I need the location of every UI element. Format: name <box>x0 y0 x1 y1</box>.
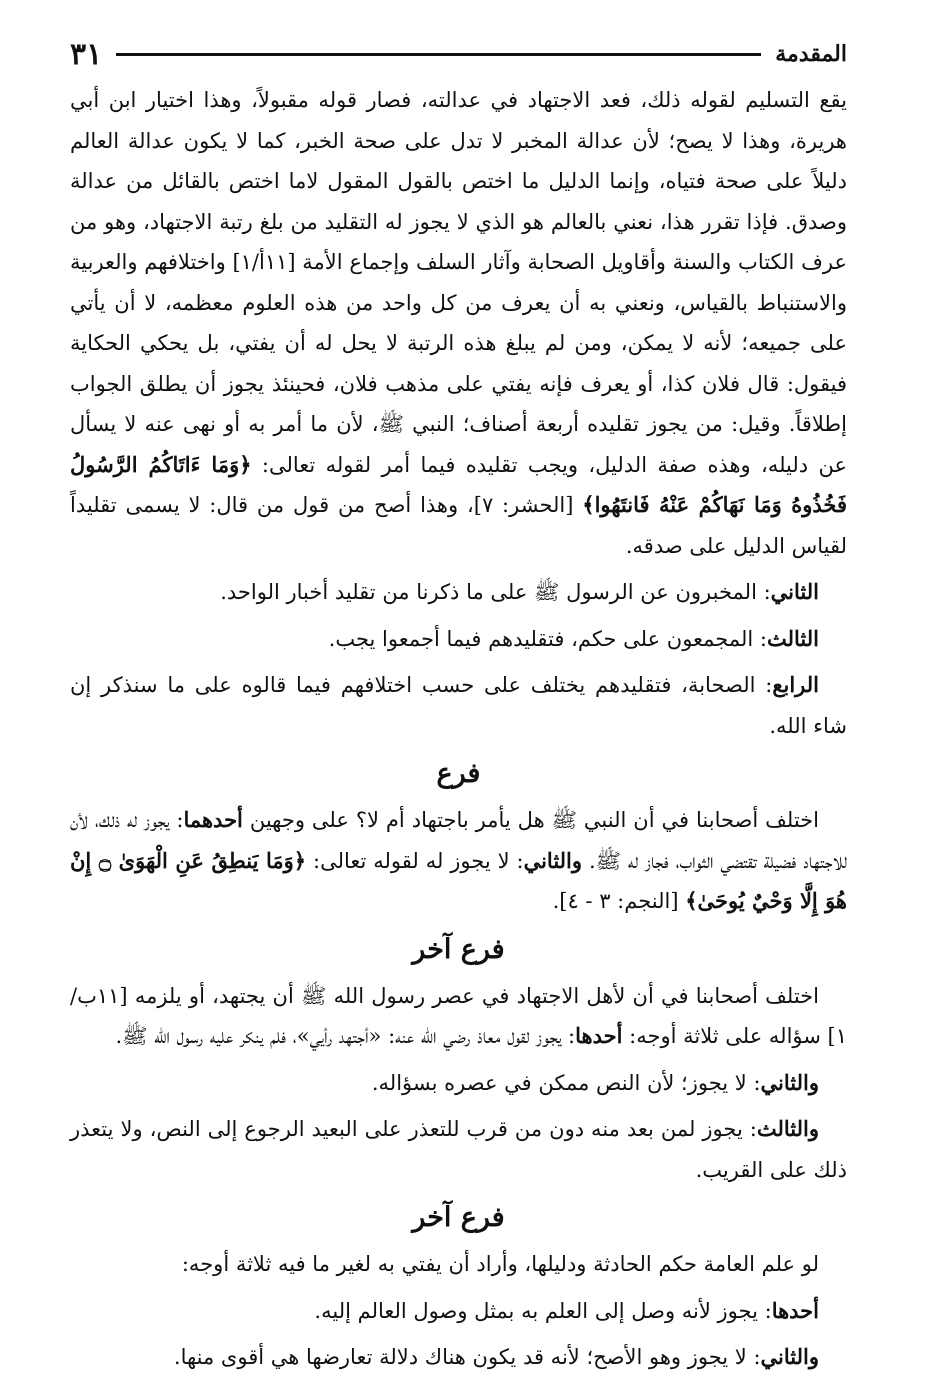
section-heading: فرع آخر <box>412 1202 505 1233</box>
section-paragraph <box>70 976 847 1057</box>
list-item <box>70 1063 847 1104</box>
list-item <box>70 1337 847 1378</box>
section-heading: فرع <box>436 758 481 789</box>
section-heading: فرع آخر <box>412 933 505 965</box>
item-text: : يجوز لأنه وصل إلى العلم به بمثل وصول العالم إليه. <box>314 1298 772 1323</box>
list-item <box>70 619 847 660</box>
page-body <box>70 80 847 1378</box>
item-text: : لا يجوز؛ لأن النص ممكن في عصره بسؤاله. <box>371 1070 761 1095</box>
item-label: أحدها <box>575 1023 623 1048</box>
item-text: : الصحابة، فتقليدهم يختلف على حسب اختلافهم فيما قالوه على ما سنذكر إن شاء الله. <box>70 673 847 738</box>
item-label: والثاني <box>523 847 583 873</box>
item-label: أحدها <box>771 1297 819 1323</box>
section-paragraph <box>70 800 847 922</box>
paragraph-text: : لا يجوز له لقوله تعالى: <box>306 848 524 873</box>
list-item <box>70 1291 847 1332</box>
chapter-title: المقدمة <box>775 41 847 67</box>
header-rule <box>116 53 761 56</box>
item-label: والثاني <box>760 1069 819 1095</box>
item-label: أحدهما <box>183 807 243 832</box>
item-label: والثالث <box>756 1116 819 1141</box>
paragraph-text: [النجم: ٣ - ٤]. <box>552 889 686 913</box>
item-label: الرابع <box>772 672 819 697</box>
item-label: الثاني <box>770 579 819 604</box>
item-text: : المجمعون على حكم، فتقليدهم فيما أجمعوا يجب. <box>328 626 767 651</box>
paragraph-text: يقع التسليم لقوله ذلك، فعد الاجتهاد في عدالته، فصار قوله مقبولاً، وهذا اختيار ابن أبي هريرة، وهذا لا يصح؛ لأن عدالة المخبر لا تدل على صحة الخبر، كما لا يكون عدالة العالم دليلاً على صحة فتياه، وإنما الدليل ما اختص بالقول المقول لاما اختص بالقائل من عدالة وصدق. فإذا تقرر هذا، نعني بالعالم هو الذي لا يجوز له التقليد من بلغ رتبة الاجتهاد، وهو من عرف الكتاب والسنة وأقاويل الصحابة وآثار السلف وإجماع الأمة [١١أ/١] واختلافهم والعربية والاستنباط بالقياس، ونعني به أن يعرف من كل واحد من هذه العلوم معظمه، لا أن يأتي على جميعه؛ لأنه لا يمكن، ومن لم يبلغ هذه الرتبة لا يحل له أن يفتي، بل يحكي الحكاية فيقول: قال فلان كذا، أو يعرف فإنه يفتي على مذهب فلان، فحينئذ يجوز أن يطلق الجواب إطلاقاً. وقيل: من يجوز تقليده أربعة أصناف؛ النبي ﷺ، لأن ما أمر به أو نهى عنه لا يسأل عن دليله، وهذه صفة الدليل، ويجب تقليده فيما أمر لقوله تعالى: <box>70 88 847 477</box>
item-text: : المخبرون عن الرسول ﷺ على ما ذكرنا من تقليد أخبار الواحد. <box>220 580 771 604</box>
section-paragraph: لو علم العامة حكم الحادثة ودليلها، وأراد أن يفتي به لغير ما فيه ثلاثة أوجه: <box>181 1252 819 1276</box>
paragraph-text: اختلف أصحابنا في أن لأهل الاجتهاد في عصر رسول الله ﷺ أن يجتهد، أو يلزمه [١١ب/١] سؤاله على ثلاثة أوجه: <box>70 983 847 1048</box>
item-text: : يجوز لمن بعد منه دون من قرب للتعذر على البعيد الرجوع إلى النص، ولا يتعذر ذلك على القريب. <box>70 1117 847 1182</box>
item-label: والثاني <box>760 1344 819 1369</box>
quran-verse: ﴿وَمَا ءَاتَاكُمُ الرَّسُولُ فَخُذُوهُ وَمَا نَهَاكُمْ عَنْهُ فَانتَهُوا﴾ <box>70 451 847 517</box>
quran-verse: ﴿وَمَا يَنطِقُ عَنِ الْهَوَىٰ ۝ إِنْ هُوَ إِلَّا وَحْيٌ يُوحَىٰ﴾ <box>70 847 847 913</box>
running-header <box>70 28 847 80</box>
paragraph-intro <box>70 80 847 566</box>
paragraph-text: [الحشر: ٧]، وهذا أصح من قول من قال: لا يسمى تقليداً لقياس الدليل على صدقه. <box>70 493 847 558</box>
item-label: الثالث <box>767 625 819 651</box>
page-number: ٣١ <box>70 36 103 72</box>
item-text: : لا يجوز وهو الأصح؛ لأنه قد يكون هناك دلالة تعارضها هي أقوى منها. <box>173 1345 761 1369</box>
list-item <box>70 572 847 613</box>
list-item <box>70 1109 847 1190</box>
paragraph-text: : يجوز له ذلك، لأن للاجتهاد فضيلة تقتضي الثواب، فجاز له ﷺ. <box>70 808 847 873</box>
list-item <box>70 665 847 746</box>
paragraph-text: اختلف أصحابنا في أن النبي ﷺ هل يأمر باجتهاد أم لا؟ على وجهين <box>242 808 819 832</box>
paragraph-text: : يجوز لقول معاذ رضي الله عنه: «أجتهد رأيي»، فلم ينكر عليه رسول الله ﷺ. <box>115 1024 576 1048</box>
